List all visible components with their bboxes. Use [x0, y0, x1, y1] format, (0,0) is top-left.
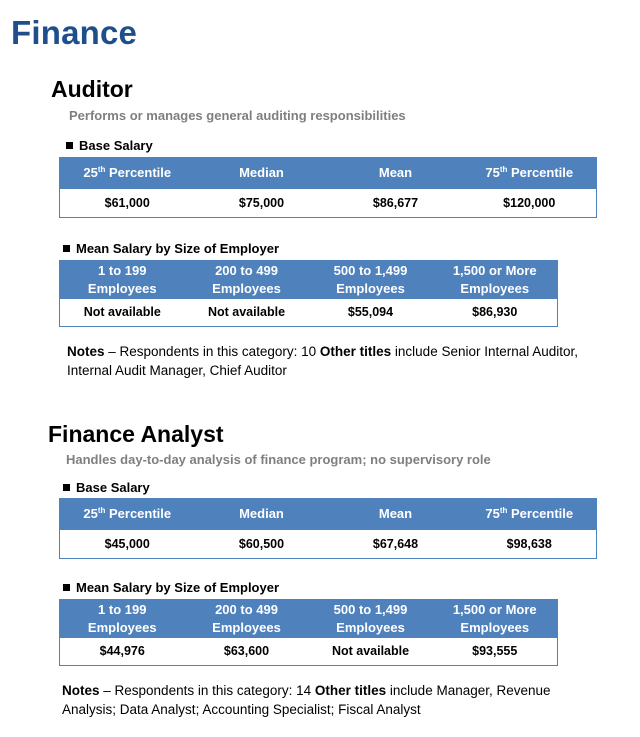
mean-by-size-heading-text: Mean Salary by Size of Employer [76, 241, 280, 256]
table-cell: $86,930 [433, 299, 558, 327]
table-cell: $55,094 [309, 299, 433, 327]
table-header-row [60, 499, 597, 530]
column-header: Median [195, 158, 329, 189]
column-header: 500 to 1,499 Employees [309, 261, 433, 299]
column-header: 1 to 199 Employees [60, 600, 185, 638]
table-cell: Not available [60, 299, 185, 327]
column-header: 25th Percentile [60, 499, 195, 530]
job-description-auditor: Performs or manages general auditing responsibilities [69, 108, 406, 123]
notes-label: Notes [62, 683, 100, 698]
page-title: Finance [11, 14, 138, 51]
column-header: 75th Percentile [463, 158, 597, 189]
table-cell: Not available [309, 638, 433, 666]
table-cell: $67,648 [329, 530, 463, 559]
table-cell: $86,677 [329, 189, 463, 218]
table-cell: Not available [185, 299, 309, 327]
mean-by-size-table-auditor [59, 260, 558, 327]
column-header: 200 to 499 Employees [185, 600, 309, 638]
table-row [60, 530, 597, 559]
bullet-icon [63, 484, 70, 491]
table-row [60, 299, 558, 327]
bullet-icon [63, 245, 70, 252]
notes-respondents: – Respondents in this category: 14 [99, 683, 315, 698]
table-cell: $60,500 [195, 530, 329, 559]
mean-by-size-table-finance-analyst [59, 599, 558, 666]
base-salary-heading [66, 138, 153, 153]
column-header: Mean [329, 499, 463, 530]
base-salary-table-auditor [59, 157, 597, 218]
job-description-finance-analyst: Handles day-to-day analysis of finance program; no supervisory role [66, 452, 491, 467]
base-salary-heading [63, 480, 150, 495]
mean-by-size-heading [63, 580, 279, 595]
table-row [60, 638, 558, 666]
notes-label: Notes [67, 344, 105, 359]
table-cell: $45,000 [60, 530, 195, 559]
other-titles-text: include Manager, Revenue Analysis; Data Analyst; Accounting Specialist; Fiscal Analyst [62, 683, 551, 717]
table-cell: $63,600 [185, 638, 309, 666]
mean-by-size-heading-text: Mean Salary by Size of Employer [76, 580, 280, 595]
column-header: Median [195, 499, 329, 530]
table-row [60, 189, 597, 218]
column-header: 1,500 or More Employees [433, 600, 558, 638]
notes-finance-analyst [62, 681, 582, 719]
table-cell: $120,000 [463, 189, 597, 218]
notes-auditor [67, 342, 587, 380]
job-title-finance-analyst: Finance Analyst [48, 421, 224, 447]
table-header-row [60, 261, 558, 299]
job-title-auditor: Auditor [51, 76, 133, 102]
bullet-icon [63, 584, 70, 591]
other-titles-label: Other titles [319, 344, 392, 359]
table-cell: $44,976 [60, 638, 185, 666]
base-salary-heading-text: Base Salary [79, 138, 153, 153]
mean-by-size-heading [63, 241, 279, 256]
table-header-row [60, 600, 558, 638]
table-cell: $75,000 [195, 189, 329, 218]
notes-respondents: – Respondents in this category: 10 [104, 344, 320, 359]
column-header: 1,500 or More Employees [433, 261, 558, 299]
base-salary-table-finance-analyst [59, 498, 597, 559]
table-cell: $98,638 [463, 530, 597, 559]
column-header: 200 to 499 Employees [185, 261, 309, 299]
table-cell: $93,555 [433, 638, 558, 666]
other-titles-text: include Senior Internal Auditor, Internal Audit Manager, Chief Auditor [67, 344, 579, 378]
base-salary-heading-text: Base Salary [76, 480, 150, 495]
column-header: 1 to 199 Employees [60, 261, 185, 299]
table-cell: $61,000 [60, 189, 195, 218]
column-header: 500 to 1,499 Employees [309, 600, 433, 638]
column-header: Mean [329, 158, 463, 189]
other-titles-label: Other titles [314, 683, 387, 698]
table-header-row [60, 158, 597, 189]
column-header: 75th Percentile [463, 499, 597, 530]
column-header: 25th Percentile [60, 158, 195, 189]
bullet-icon [66, 142, 73, 149]
